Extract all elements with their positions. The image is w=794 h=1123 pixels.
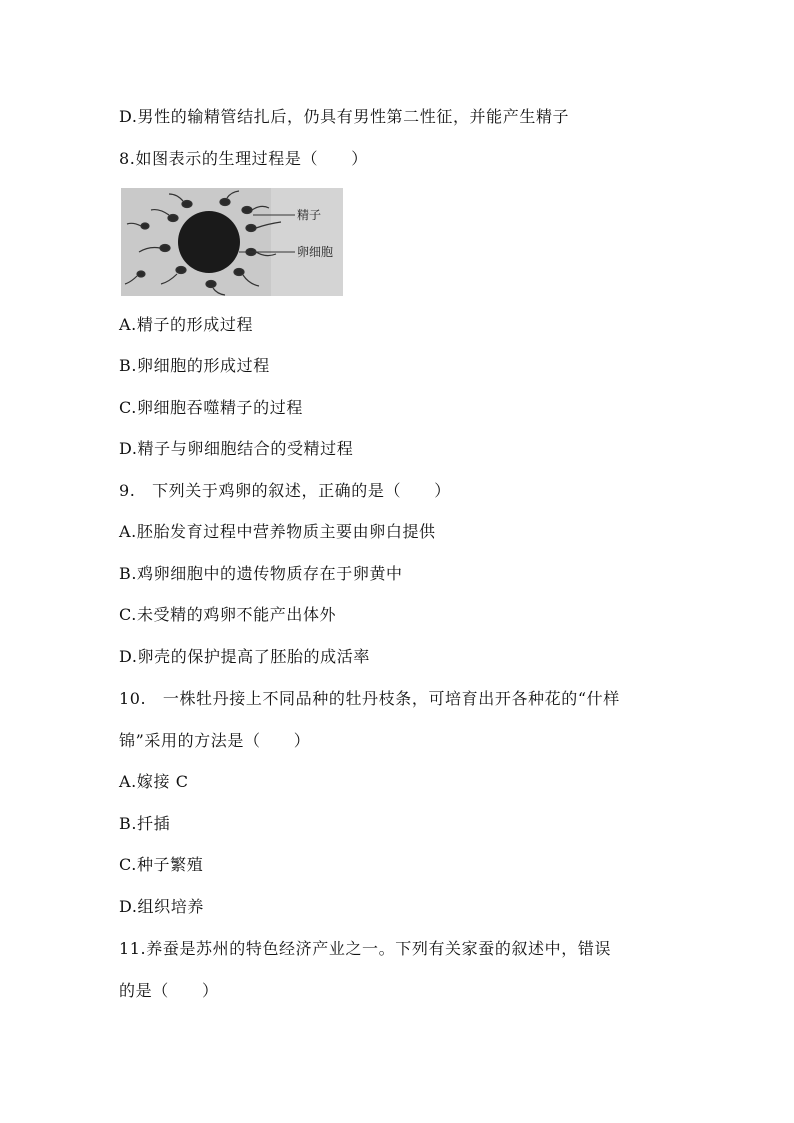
question-10-stem-line-1: 10. 一株牡丹接上不同品种的牡丹枝条，可培育出开各种花的“什样 [119, 689, 620, 708]
question-8-option-b: B.卵细胞的形成过程 [119, 356, 270, 375]
fertilization-figure [121, 188, 343, 296]
question-8-stem: 8.如图表示的生理过程是（ ） [119, 149, 368, 168]
question-8-option-d: D.精子与卵细胞结合的受精过程 [119, 439, 354, 458]
label-egg-cell: 卵细胞 [297, 245, 334, 259]
text-line-d-option-q7: D.男性的输精管结扎后，仍具有男性第二性征，并能产生精子 [119, 107, 570, 126]
question-9-option-c: C.未受精的鸡卵不能产出体外 [119, 605, 337, 624]
question-10-option-b: B.扦插 [119, 814, 171, 833]
label-sperm: 精子 [297, 208, 322, 222]
question-8-option-a: A.精子的形成过程 [119, 315, 254, 334]
question-11-stem-line-2: 的是（ ） [119, 981, 219, 1000]
egg-cell-shape [178, 211, 240, 273]
question-9-option-b: B.鸡卵细胞中的遗传物质存在于卵黄中 [119, 564, 403, 583]
question-10-option-a: A.嫁接 C [119, 772, 189, 791]
question-10-option-d: D.组织培养 [119, 897, 204, 916]
question-9-stem: 9. 下列关于鸡卵的叙述，正确的是（ ） [119, 481, 451, 500]
question-9-option-d: D.卵壳的保护提高了胚胎的成活率 [119, 647, 370, 666]
question-10-option-c: C.种子繁殖 [119, 855, 204, 874]
fertilization-illustration [121, 188, 343, 296]
question-11-stem-line-1: 11.养蚕是苏州的特色经济产业之一。下列有关家蚕的叙述中，错误 [119, 939, 612, 958]
question-9-option-a: A.胚胎发育过程中营养物质主要由卵白提供 [119, 522, 436, 541]
question-8-option-c: C.卵细胞吞噬精子的过程 [119, 398, 303, 417]
question-10-stem-line-2: 锦”采用的方法是（ ） [119, 731, 311, 750]
